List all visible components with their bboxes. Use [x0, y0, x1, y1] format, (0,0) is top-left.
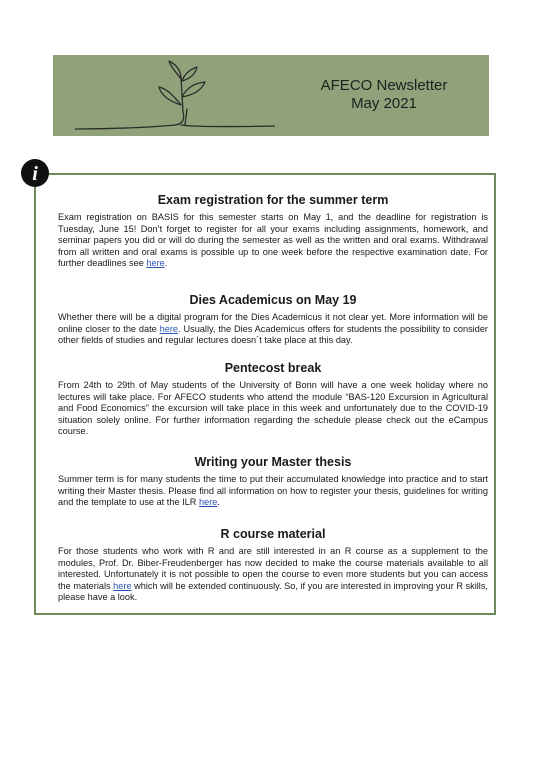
newsletter-title-line1: AFECO Newsletter — [320, 77, 448, 94]
section-heading: Exam registration for the summer term — [157, 193, 389, 207]
plant-sprout-icon — [75, 57, 275, 134]
section-body — [58, 380, 488, 438]
body-text-end: . — [217, 497, 220, 508]
newsletter-content — [58, 192, 488, 604]
here-link[interactable]: here — [113, 580, 132, 591]
section-dies-academicus — [58, 292, 488, 360]
section-r-course — [58, 526, 488, 604]
section-body — [58, 312, 488, 347]
section-body — [58, 474, 488, 509]
here-link[interactable]: here — [198, 497, 218, 508]
svg-text:i: i — [32, 163, 38, 185]
body-text: Exam registration on BASIS for this semester starts on May 1, and the deadline for registration is Tuesday, June 15! Don’t forget to register for all your exams including assignments, homework, and seminar papers you did or will do during the semester as well as the written and oral exams. Withdrawal from all written and oral exams is possible up to one week before the respective examination date. For further deadlines see — [58, 212, 488, 269]
newsletter-banner — [53, 55, 489, 136]
body-text: Summer term is for many students the time to put their accumulated knowledge into practice and to start writing their Master thesis. Please find all information on how to register your thesis, guidelines for writing and the template to use at the ILR — [58, 474, 488, 508]
section-heading: Writing your Master thesis — [194, 455, 352, 469]
body-text-end: which will be extended continuously. So, if you are interested in improving your R skills, please have a look. — [58, 580, 488, 603]
section-pentecost-break — [58, 360, 488, 454]
body-text-end: . Usually, the Dies Academicus offers for students the possibility to consider other fields of studies and regular lectures doesn´t take place at this day. — [58, 323, 488, 346]
newsletter-title — [309, 77, 459, 113]
section-heading: R course material — [220, 527, 326, 541]
here-link[interactable]: here — [146, 258, 165, 269]
section-heading: Pentecost break — [224, 361, 322, 375]
section-body — [58, 546, 488, 604]
body-text: For those students who work with R and are still interested in an R course as a supplement to the modules, Prof. Dr. Biber-Freudenberger has now decided to make the course materials available to all interested. Unfortunately it is not possible to open the course to even more students but you can access the materials — [58, 546, 488, 591]
body-text-end: . — [164, 258, 168, 269]
newsletter-title-line2: May 2021 — [351, 95, 417, 112]
info-icon — [20, 158, 50, 188]
section-body — [58, 212, 488, 270]
section-heading: Dies Academicus on May 19 — [189, 293, 357, 307]
section-exam-registration — [58, 192, 488, 292]
section-master-thesis — [58, 454, 488, 526]
here-link[interactable]: here — [159, 323, 179, 334]
body-text: From 24th to 29th of May students of the University of Bonn will have a one week holiday where no lectures will take place. For AFECO students who attend the module “BAS-120 Excursion in Agricultural and Food Economics” the excursion will take place in this week and unfortunately due to the COVID-19 situation solely online. For further information regarding the schedule please check out the eCampus course. — [58, 380, 488, 437]
body-text: Whether there will be a digital program for the Dies Academicus it not clear yet. More information will be online closer to the date — [58, 312, 488, 334]
